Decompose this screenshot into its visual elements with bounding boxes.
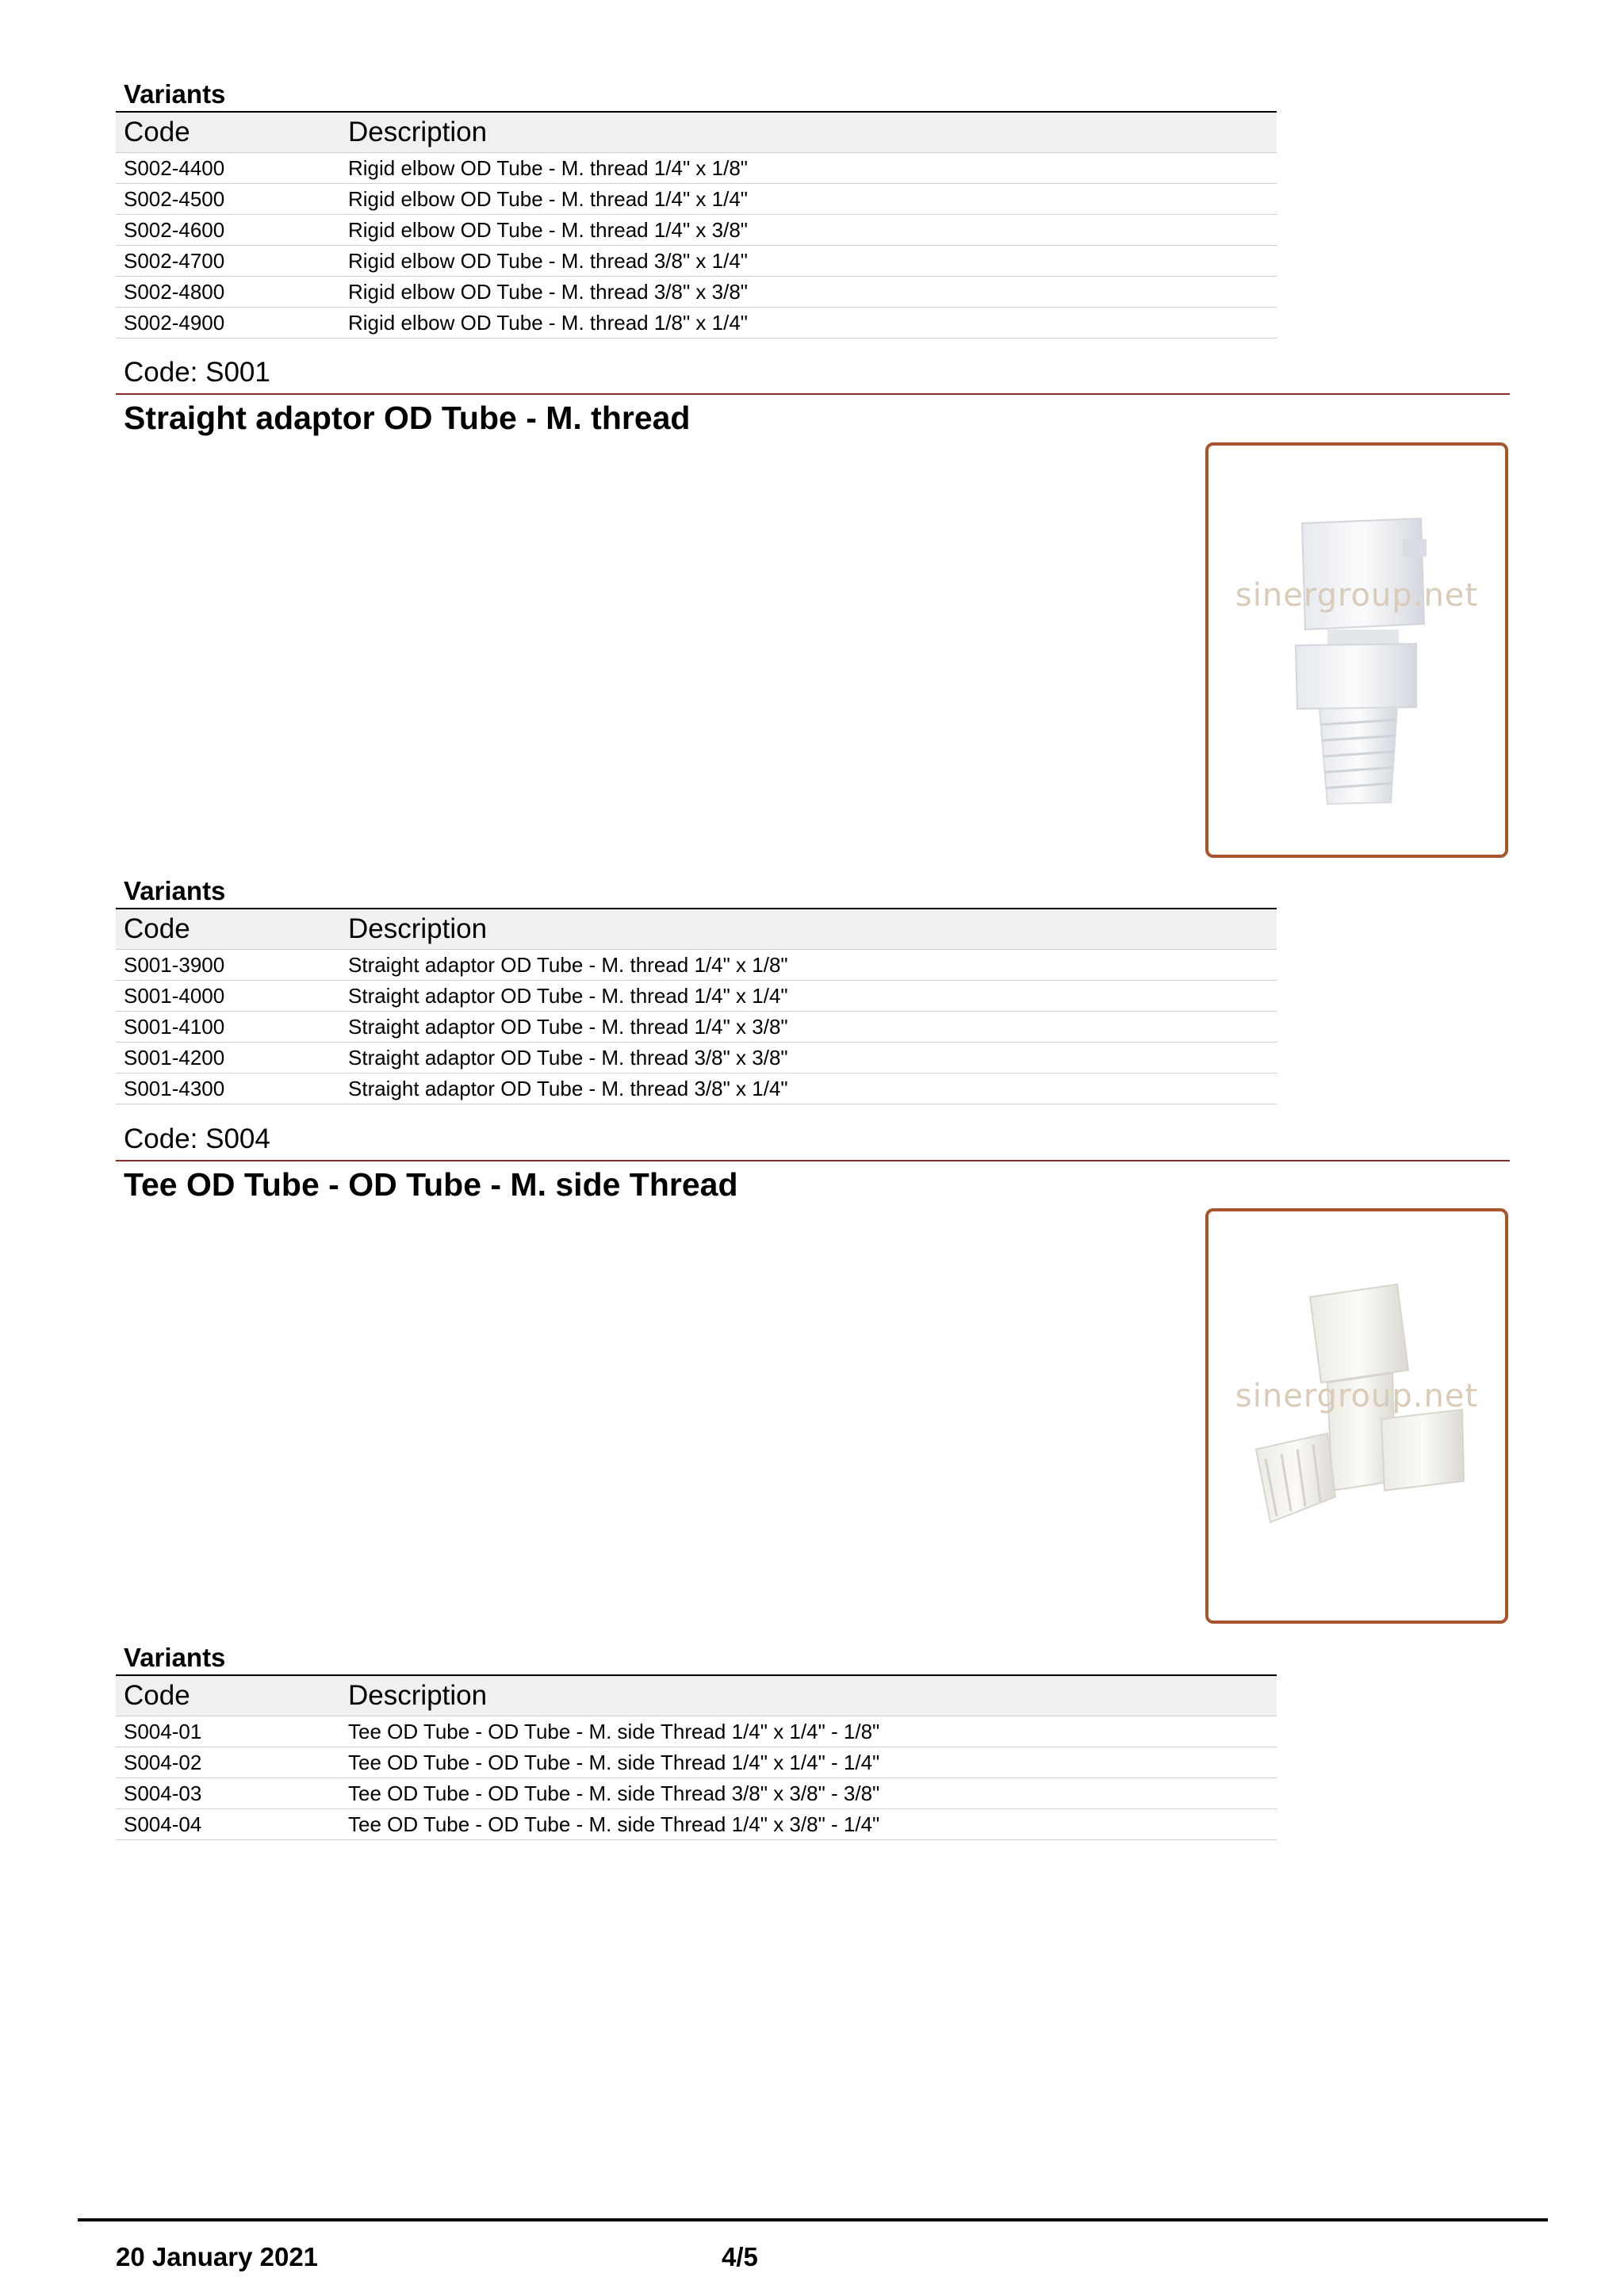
- cell-code: S001-4300: [124, 1076, 225, 1100]
- column-header-code: Code: [124, 1680, 190, 1711]
- table-row: [116, 215, 1277, 246]
- table-row: [116, 1778, 1277, 1809]
- table-header: [116, 909, 1277, 950]
- cell-code: S004-02: [124, 1750, 202, 1774]
- cell-description: Straight adaptor OD Tube - M. thread 1/4" x 3/8": [348, 1014, 788, 1039]
- cell-description: Straight adaptor OD Tube - M. thread 3/8" x 3/8": [348, 1045, 788, 1070]
- column-header-code: Code: [124, 117, 190, 147]
- cell-description: Rigid elbow OD Tube - M. thread 1/4" x 1/8": [348, 155, 749, 180]
- cell-description: Rigid elbow OD Tube - M. thread 1/4" x 3/8": [348, 217, 749, 242]
- table-row: [116, 308, 1277, 339]
- product-code: Code: S004: [116, 1123, 1510, 1161]
- product-title: Tee OD Tube - OD Tube - M. side Thread: [124, 1166, 738, 1203]
- table-header: [116, 1676, 1277, 1716]
- variants-heading: Variants: [116, 876, 1277, 909]
- table-header: [116, 113, 1277, 153]
- product-section-s001: [116, 357, 1510, 438]
- cell-code: S004-01: [124, 1719, 202, 1743]
- cell-code: S002-4500: [124, 186, 225, 211]
- table-row: [116, 184, 1277, 215]
- tee-fitting-image: [1208, 1211, 1505, 1621]
- cell-description: Tee OD Tube - OD Tube - M. side Thread 1/4" x 3/8" - 1/4": [348, 1812, 880, 1836]
- cell-code: S001-3900: [124, 952, 225, 977]
- variants-table-s004: [116, 1643, 1277, 1840]
- table-row: [116, 277, 1277, 308]
- cell-description: Straight adaptor OD Tube - M. thread 1/4" x 1/8": [348, 952, 788, 977]
- cell-description: Straight adaptor OD Tube - M. thread 3/8" x 1/4": [348, 1076, 788, 1100]
- cell-code: S002-4400: [124, 155, 225, 180]
- straight-adaptor-image: [1208, 446, 1505, 855]
- photo-watermark: sinergroup.net: [1235, 1378, 1479, 1414]
- cell-code: S001-4200: [124, 1045, 225, 1070]
- variants-heading: Variants: [116, 79, 1277, 113]
- cell-code: S001-4000: [124, 983, 225, 1008]
- column-header-description: Description: [348, 1680, 488, 1711]
- cell-code: S002-4800: [124, 279, 225, 304]
- column-header-code: Code: [124, 913, 190, 944]
- cell-description: Rigid elbow OD Tube - M. thread 1/8" x 1/4": [348, 310, 749, 335]
- variants-table-s001: [116, 876, 1277, 1104]
- variants-heading: Variants: [116, 1643, 1277, 1676]
- footer-divider: [78, 2218, 1548, 2221]
- cell-code: S002-4600: [124, 217, 225, 242]
- table-row: [116, 950, 1277, 981]
- table-row: [116, 1809, 1277, 1840]
- cell-code: S002-4700: [124, 248, 225, 273]
- cell-description: Rigid elbow OD Tube - M. thread 3/8" x 1/4": [348, 248, 749, 273]
- product-photo-s004: [1205, 1208, 1508, 1624]
- cell-code: S002-4900: [124, 310, 225, 335]
- cell-description: Rigid elbow OD Tube - M. thread 1/4" x 1/4": [348, 186, 749, 211]
- cell-description: Tee OD Tube - OD Tube - M. side Thread 1/4" x 1/4" - 1/4": [348, 1750, 880, 1774]
- table-row: [116, 981, 1277, 1012]
- cell-description: Rigid elbow OD Tube - M. thread 3/8" x 3/8": [348, 279, 749, 304]
- table-row: [116, 1043, 1277, 1073]
- table-row: [116, 246, 1277, 277]
- cell-description: Tee OD Tube - OD Tube - M. side Thread 1/4" x 1/4" - 1/8": [348, 1719, 880, 1743]
- product-section-s004: [116, 1123, 1510, 1204]
- cell-description: Straight adaptor OD Tube - M. thread 1/4" x 1/4": [348, 983, 788, 1008]
- table-row: [116, 1747, 1277, 1778]
- product-photo-s001: [1205, 442, 1508, 858]
- product-title: Straight adaptor OD Tube - M. thread: [124, 400, 691, 436]
- column-header-description: Description: [348, 117, 488, 147]
- table-row: [116, 1073, 1277, 1104]
- table-row: [116, 1716, 1277, 1747]
- product-code: Code: S001: [116, 357, 1510, 395]
- photo-watermark: sinergroup.net: [1235, 577, 1479, 614]
- table-row: [116, 1012, 1277, 1043]
- variants-table-s002: [116, 79, 1277, 339]
- cell-code: S004-03: [124, 1781, 202, 1805]
- cell-code: S004-04: [124, 1812, 202, 1836]
- column-header-description: Description: [348, 913, 488, 944]
- cell-description: Tee OD Tube - OD Tube - M. side Thread 3/8" x 3/8" - 3/8": [348, 1781, 880, 1805]
- table-row: [116, 153, 1277, 184]
- page-number: 4/5: [722, 2242, 758, 2271]
- footer-date: 20 January 2021: [116, 2242, 319, 2271]
- cell-code: S001-4100: [124, 1014, 225, 1039]
